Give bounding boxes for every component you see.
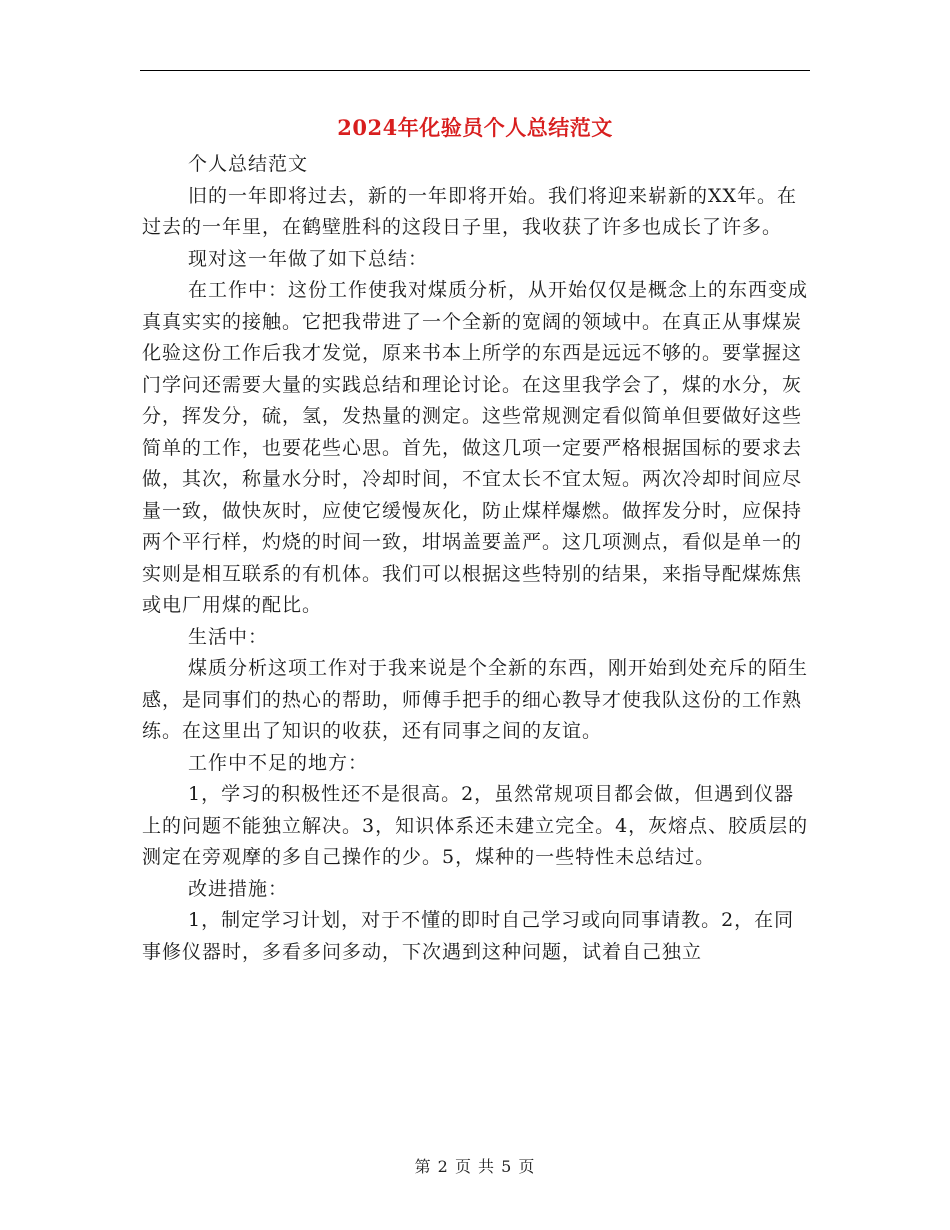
- document-body: [142, 149, 814, 968]
- document-title: 2024年化验员个人总结范文: [337, 115, 613, 140]
- paragraph-subtitle: 个人总结范文: [188, 153, 309, 175]
- paragraph-life-heading: 生活中：: [188, 625, 269, 648]
- paragraph-improvements-heading: 改进措施：: [188, 877, 289, 900]
- paragraph-life: 煤质分析这项工作对于我来说是个全新的东西，刚开始到处充斥的陌生感，是同事们的热心的帮助，师傅手把手的细心教导才使我队这份的工作熟练。在这里出了知识的收获，还有同事之间的友谊。: [142, 657, 809, 742]
- paragraph-summary-lead: 现对这一年做了如下总结：: [188, 247, 429, 270]
- paragraph-improvements: 1，制定学习计划，对于不懂的即时自己学习或向同事请教。2，在同事修仪器时，多看多问多动，下次遇到这种问题，试着自己独立: [142, 909, 795, 963]
- paragraph-intro: 旧的一年即将过去，新的一年即将开始。我们将迎来崭新的XX年。在过去的一年里，在鹤壁胜科的这段日子里，我收获了许多也成长了许多。: [142, 184, 798, 238]
- paragraph-shortcomings-heading: 工作中不足的地方：: [188, 751, 369, 774]
- page-number: 第 2 页 共 5 页: [414, 1157, 536, 1176]
- header-rule: [140, 70, 810, 71]
- paragraph-work: 在工作中：这份工作使我对煤质分析，从开始仅仅是概念上的东西变成真真实实的接触。它把我带进了一个全新的宽阔的领域中。在真正从事煤炭化验这份工作后我才发觉，原来书本上所学的东西是远远不够的。要掌握这门学问还需要大量的实践总结和理论讨论。在这里我学会了，煤的水分，灰分，挥发分，硫，氢，发热量的测定。这些常规测定看似简单但要做好这些简单的工作，也要花些心思。首先，做这几项一定要严格根据国标的要求去做，其次，称量水分时，冷却时间，不宜太长不宜太短。两次冷却时间应尽量一致，做快灰时，应使它缓慢灰化，防止煤样爆燃。做挥发分时，应保持两个平行样，灼烧的时间一致，坩埚盖要盖严。这几项测点，看似是单一的实则是相互联系的有机体。我们可以根据这些特别的结果，来指导配煤炼焦或电厂用煤的配比。: [142, 279, 809, 616]
- paragraph-shortcomings: 1，学习的积极性还不是很高。2，虽然常规项目都会做，但遇到仪器上的问题不能独立解决。3，知识体系还未建立完全。4，灰熔点、胶质层的测定在旁观摩的多自己操作的少。5，煤种的一些特性未总结过。: [142, 783, 809, 868]
